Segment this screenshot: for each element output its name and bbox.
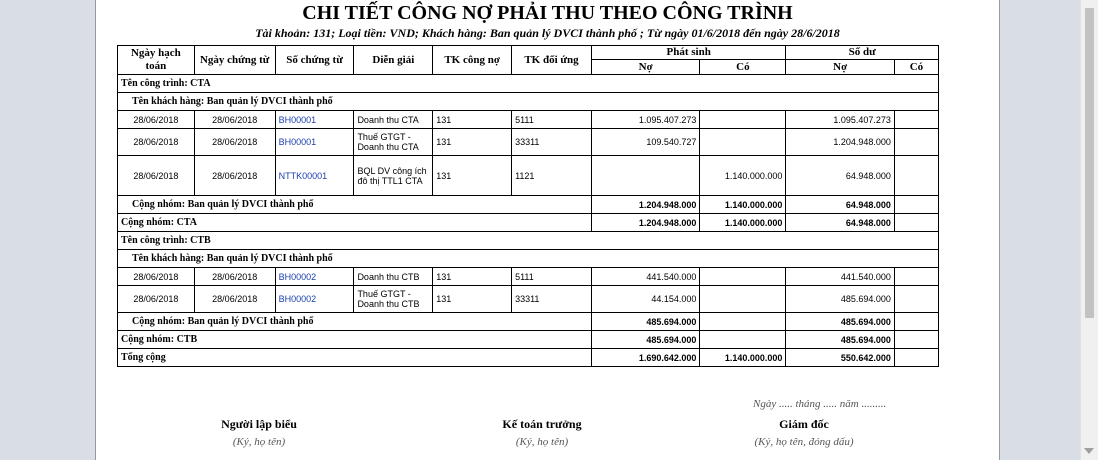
cell-ngay-ct: 28/06/2018 <box>194 156 275 196</box>
cell-ngay-ht: 28/06/2018 <box>118 111 195 129</box>
cell-sd-co <box>894 156 938 196</box>
cell-ps-co: 1.140.000.000 <box>700 156 786 196</box>
customer-total-row <box>118 196 939 214</box>
receivables-table <box>117 45 939 367</box>
cell-sd-co <box>894 196 938 214</box>
cell-tk-doi-ung: 33311 <box>512 129 592 156</box>
project-row-ctb <box>118 232 939 250</box>
cell-sd-no: 1.204.948.000 <box>786 129 895 156</box>
col-ngay-hach-toan: Ngày hạch toán <box>118 46 195 75</box>
table-row <box>118 286 939 313</box>
cell-tk-doi-ung: 33311 <box>512 286 592 313</box>
cell-sd-co <box>894 268 938 286</box>
cell-tk-doi-ung: 5111 <box>512 268 592 286</box>
cell-ngay-ht: 28/06/2018 <box>118 156 195 196</box>
cell-ngay-ct: 28/06/2018 <box>194 129 275 156</box>
cell-ps-no: 1.095.407.273 <box>591 111 700 129</box>
cell-ngay-ct: 28/06/2018 <box>194 111 275 129</box>
cell-sd-co <box>894 313 938 331</box>
cell-tk-cong-no: 131 <box>433 111 512 129</box>
cell-ps-co <box>700 129 786 156</box>
preparer-note: (Ký, họ tên) <box>232 436 286 448</box>
cell-dien-giai: Thuế GTGT - Doanh thu CTB <box>354 286 433 313</box>
customer-label: Tên khách hàng: Ban quản lý DVCI thành phố <box>118 250 939 268</box>
cell-ps-co: 1.140.000.000 <box>700 214 786 232</box>
col-phat-sinh: Phát sinh <box>591 46 786 60</box>
customer-total-row <box>118 313 939 331</box>
cell-ps-co <box>700 331 786 349</box>
col-so-du-co: Có <box>894 60 938 75</box>
col-dien-giai: Diễn giải <box>354 46 433 75</box>
signature-date-line: Ngày ..... tháng ..... năm ......... <box>753 398 887 410</box>
director-signature <box>704 417 904 448</box>
voucher-link[interactable]: NTTK00001 <box>275 156 354 196</box>
preparer-signature <box>159 417 359 448</box>
report-title: CHI TIẾT CÔNG NỢ PHẢI THU THEO CÔNG TRÌNH <box>302 2 793 24</box>
col-so-du-no: Nợ <box>786 60 895 75</box>
cell-ps-co <box>700 111 786 129</box>
col-tk-doi-ung: TK đối ứng <box>512 46 592 75</box>
col-phat-sinh-no: Nợ <box>591 60 700 75</box>
chief-accountant-role: Kế toán trưởng <box>502 417 582 431</box>
customer-row-ctb <box>118 250 939 268</box>
cell-ps-no: 1.204.948.000 <box>591 196 700 214</box>
project-total-row <box>118 331 939 349</box>
cell-sd-co <box>894 331 938 349</box>
cell-sd-no: 64.948.000 <box>786 196 895 214</box>
grand-total-row <box>118 349 939 367</box>
cell-sd-no: 64.948.000 <box>786 214 895 232</box>
cell-ps-no: 485.694.000 <box>591 313 700 331</box>
customer-row-cta <box>118 93 939 111</box>
report-page <box>95 0 1000 460</box>
col-so-chung-tu: Số chứng từ <box>275 46 354 75</box>
cell-dien-giai: Doanh thu CTA <box>354 111 433 129</box>
cell-ps-no: 1.204.948.000 <box>591 214 700 232</box>
project-total-label: Cộng nhóm: CTA <box>118 214 592 232</box>
director-note: (Ký, họ tên, đóng dấu) <box>754 436 854 448</box>
table-row <box>118 111 939 129</box>
voucher-link[interactable]: BH00002 <box>275 268 354 286</box>
cell-sd-no: 485.694.000 <box>786 331 895 349</box>
cell-ngay-ht: 28/06/2018 <box>118 129 195 156</box>
project-total-row <box>118 214 939 232</box>
cell-ngay-ct: 28/06/2018 <box>194 268 275 286</box>
cell-ps-co <box>700 286 786 313</box>
table-row <box>118 268 939 286</box>
cell-ngay-ct: 28/06/2018 <box>194 286 275 313</box>
col-tk-cong-no: TK công nợ <box>433 46 512 75</box>
cell-ps-no <box>591 156 700 196</box>
cell-ps-no: 485.694.000 <box>591 331 700 349</box>
customer-label: Tên khách hàng: Ban quản lý DVCI thành phố <box>118 93 939 111</box>
scrollbar-thumb[interactable] <box>1085 8 1094 318</box>
cell-sd-co <box>894 286 938 313</box>
project-total-label: Cộng nhóm: CTB <box>118 331 592 349</box>
cell-ps-co <box>700 268 786 286</box>
table-row <box>118 129 939 156</box>
cell-tk-doi-ung: 1121 <box>512 156 592 196</box>
cell-ngay-ht: 28/06/2018 <box>118 286 195 313</box>
cell-ngay-ht: 28/06/2018 <box>118 268 195 286</box>
project-label: Tên công trình: CTB <box>118 232 939 250</box>
voucher-link[interactable]: BH00001 <box>275 111 354 129</box>
col-phat-sinh-co: Có <box>700 60 786 75</box>
cell-tk-cong-no: 131 <box>433 129 512 156</box>
cell-ps-no: 44.154.000 <box>591 286 700 313</box>
cell-dien-giai: Thuế GTGT - Doanh thu CTA <box>354 129 433 156</box>
voucher-link[interactable]: BH00001 <box>275 129 354 156</box>
cell-ps-co: 1.140.000.000 <box>700 196 786 214</box>
table-header <box>118 46 939 75</box>
project-label: Tên công trình: CTA <box>118 75 939 93</box>
table-row <box>118 156 939 196</box>
cell-sd-no: 485.694.000 <box>786 286 895 313</box>
voucher-link[interactable]: BH00002 <box>275 286 354 313</box>
cell-ps-co: 1.140.000.000 <box>700 349 786 367</box>
cell-sd-no: 1.095.407.273 <box>786 111 895 129</box>
customer-total-label: Cộng nhóm: Ban quản lý DVCI thành phố <box>118 196 592 214</box>
cell-sd-no: 550.642.000 <box>786 349 895 367</box>
customer-total-label: Cộng nhóm: Ban quản lý DVCI thành phố <box>118 313 592 331</box>
cell-ps-no: 441.540.000 <box>591 268 700 286</box>
cell-dien-giai: BQL DV công ích đô thị TTL1 CTA <box>354 156 433 196</box>
cell-sd-co <box>894 129 938 156</box>
grand-total-label: Tổng cộng <box>118 349 592 367</box>
col-so-du: Số dư <box>786 46 939 60</box>
cell-sd-no: 441.540.000 <box>786 268 895 286</box>
preparer-role: Người lập biểu <box>221 417 297 431</box>
chief-accountant-note: (Ký, họ tên) <box>515 436 569 448</box>
cell-sd-co <box>894 214 938 232</box>
chief-accountant-signature <box>442 417 642 448</box>
project-row-cta <box>118 75 939 93</box>
cell-ps-no: 109.540.727 <box>591 129 700 156</box>
scroll-down-arrow-icon[interactable] <box>1084 448 1094 454</box>
cell-ps-no: 1.690.642.000 <box>591 349 700 367</box>
col-ngay-chung-tu: Ngày chứng từ <box>194 46 275 75</box>
cell-sd-co <box>894 349 938 367</box>
cell-tk-doi-ung: 5111 <box>512 111 592 129</box>
cell-tk-cong-no: 131 <box>433 156 512 196</box>
cell-dien-giai: Doanh thu CTB <box>354 268 433 286</box>
cell-sd-no: 64.948.000 <box>786 156 895 196</box>
report-subtitle: Tài khoản: 131; Loại tiền: VND; Khách hàng: Ban quản lý DVCI thành phố ; Từ ngày 01/6/2018 đến ngày 28/6/2018 <box>255 26 840 40</box>
director-role: Giám đốc <box>779 417 829 431</box>
cell-ps-co <box>700 313 786 331</box>
vertical-scrollbar[interactable] <box>1080 0 1098 460</box>
cell-tk-cong-no: 131 <box>433 286 512 313</box>
cell-sd-co <box>894 111 938 129</box>
cell-sd-no: 485.694.000 <box>786 313 895 331</box>
cell-tk-cong-no: 131 <box>433 268 512 286</box>
